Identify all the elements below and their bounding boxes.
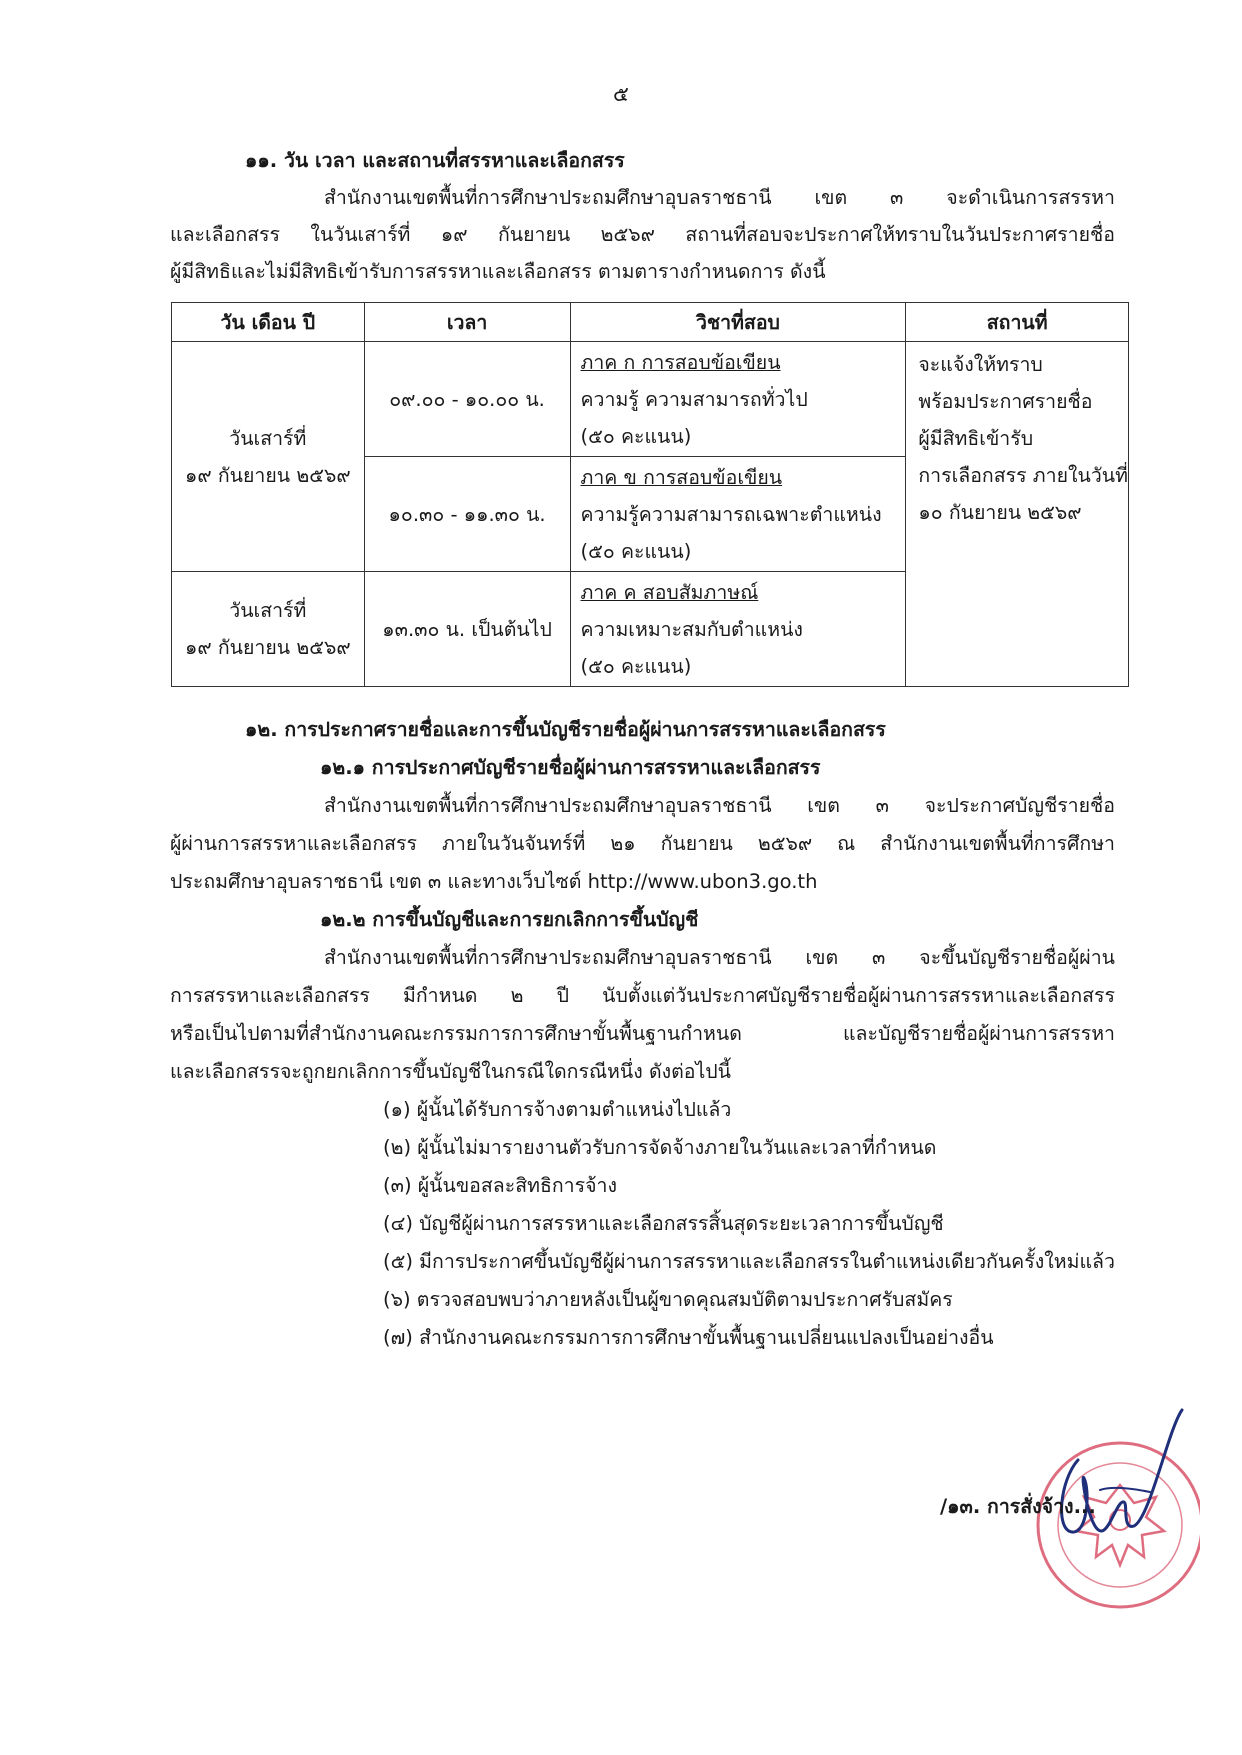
date-day1-weekday: วันเสาร์ที่ — [229, 426, 307, 450]
time-cell-1: ๐๙.๐๐ - ๑๐.๐๐ น. — [364, 342, 570, 457]
place-line-2: พร้อมประกาศรายชื่อ — [918, 390, 1093, 413]
schedule-table — [171, 302, 1129, 687]
list-item: (๓) ผู้นั้นขอสละสิทธิการจ้าง — [383, 1174, 617, 1197]
list-item: (๗) สำนักงานคณะกรรมการการศึกษาขั้นพื้นฐานเปลี่ยนแปลงเป็นอย่างอื่น — [383, 1326, 994, 1349]
section-11-para-line-3: ผู้มีสิทธิและไม่มีสิทธิเข้ารับการสรรหาและเลือกสรร ตามตารางกำหนดการ ดังนี้ — [170, 260, 826, 283]
subject-3-score: (๕๐ คะแนน) — [580, 655, 692, 678]
section-12-1-heading: ๑๒.๑ การประกาศบัญชีรายชื่อผู้ผ่านการสรรหาและเลือกสรร — [320, 756, 821, 779]
section-12-2-para-line-1: สำนักงานเขตพื้นที่การศึกษาประถมศึกษาอุบลราชธานี เขต ๓ จะขึ้นบัญชีรายชื่อผู้ผ่าน — [324, 946, 1115, 969]
place-line-1: จะแจ้งให้ทราบ — [918, 353, 1043, 376]
section-12-2-para-line-4: และเลือกสรรจะถูกยกเลิกการขึ้นบัญชีในกรณีใดกรณีหนึ่ง ดังต่อไปนี้ — [170, 1060, 732, 1083]
subject-cell-3 — [570, 572, 906, 687]
place-line-4: การเลือกสรร ภายในวันที่ — [918, 464, 1128, 487]
section-12-2-para-line-3: หรือเป็นไปตามที่สำนักงานคณะกรรมการการศึกษาขั้นพื้นฐานกำหนด และบัญชีรายชื่อผู้ผ่านการสรรหา — [170, 1022, 1115, 1045]
header-time: เวลา — [364, 303, 570, 342]
section-11-para-line-2: และเลือกสรร ในวันเสาร์ที่ ๑๙ กันยายน ๒๕๖๙ สถานที่สอบจะประกาศให้ทราบในวันประกาศรายชื่อ — [170, 223, 1115, 246]
time-cell-2: ๑๐.๓๐ - ๑๑.๓๐ น. — [364, 457, 570, 572]
subject-2-score: (๕๐ คะแนน) — [580, 540, 692, 563]
official-seal-icon — [1038, 1443, 1200, 1607]
date-cell-day2 — [172, 572, 365, 687]
header-place: สถานที่ — [906, 303, 1129, 342]
section-11-para-line-1: สำนักงานเขตพื้นที่การศึกษาประถมศึกษาอุบลราชธานี เขต ๓ จะดำเนินการสรรหา — [324, 186, 1115, 209]
subject-1-title: ภาค ก การสอบข้อเขียน — [580, 351, 781, 374]
list-item: (๑) ผู้นั้นได้รับการจ้างตามตำแหน่งไปแล้ว — [383, 1098, 732, 1121]
section-12-1-para-line-1: สำนักงานเขตพื้นที่การศึกษาประถมศึกษาอุบลราชธานี เขต ๓ จะประกาศบัญชีรายชื่อ — [324, 794, 1115, 817]
list-item: (๖) ตรวจสอบพบว่าภายหลังเป็นผู้ขาดคุณสมบัติตามประกาศรับสมัคร — [383, 1288, 953, 1311]
header-subject: วิชาที่สอบ — [570, 303, 906, 342]
page-number: ๕ — [613, 82, 629, 106]
header-date: วัน เดือน ปี — [172, 303, 365, 342]
table-header-row — [172, 303, 1129, 342]
subject-cell-2 — [570, 457, 906, 572]
list-item: (๔) บัญชีผู้ผ่านการสรรหาและเลือกสรรสิ้นสุดระยะเวลาการขึ้นบัญชี — [383, 1212, 944, 1235]
subject-3-title: ภาค ค สอบสัมภาษณ์ — [580, 581, 759, 604]
section-12-1-para-line-3: ประถมศึกษาอุบลราชธานี เขต ๓ และทางเว็บไซต์ http://www.ubon3.go.th — [170, 870, 818, 893]
section-11-heading: ๑๑. วัน เวลา และสถานที่สรรหาและเลือกสรร — [245, 149, 625, 172]
place-line-5: ๑๐ กันยายน ๒๕๖๙ — [918, 501, 1082, 524]
subject-1-desc: ความรู้ ความสามารถทั่วไป — [580, 388, 808, 411]
list-item: (๒) ผู้นั้นไม่มารายงานตัวรับการจัดจ้างภายในวันและเวลาที่กำหนด — [383, 1136, 937, 1159]
subject-cell-1 — [570, 342, 906, 457]
section-12-1-para-line-2: ผู้ผ่านการสรรหาและเลือกสรร ภายในวันจันทร์ที่ ๒๑ กันยายน ๒๕๖๙ ณ สำนักงานเขตพื้นที่การศึกษา — [170, 832, 1115, 855]
place-line-3: ผู้มีสิทธิเข้ารับ — [918, 427, 1034, 450]
subject-2-title: ภาค ข การสอบข้อเขียน — [580, 466, 783, 489]
next-section-reference: /๑๓. การสั่งจ้าง... — [940, 1495, 1096, 1518]
place-cell — [906, 342, 1129, 687]
table-row — [172, 342, 1129, 457]
list-item: (๕) มีการประกาศขึ้นบัญชีผู้ผ่านการสรรหาและเลือกสรรในตำแหน่งเดียวกันครั้งใหม่แล้ว — [383, 1250, 1115, 1273]
date-day1-date: ๑๙ กันยายน ๒๕๖๙ — [185, 463, 351, 487]
section-12-2-para-line-2: การสรรหาและเลือกสรร มีกำหนด ๒ ปี นับตั้งแต่วันประกาศบัญชีรายชื่อผู้ผ่านการสรรหาและเลือกสรร — [170, 984, 1115, 1007]
date-day2-weekday: วันเสาร์ที่ — [229, 599, 307, 622]
date-cell-day1 — [172, 342, 365, 572]
time-cell-3: ๑๓.๓๐ น. เป็นต้นไป — [364, 572, 570, 687]
subject-2-desc: ความรู้ความสามารถเฉพาะตำแหน่ง — [580, 503, 882, 526]
date-day2-date: ๑๙ กันยายน ๒๕๖๙ — [185, 636, 351, 659]
section-12-heading: ๑๒. การประกาศรายชื่อและการขึ้นบัญชีรายชื่อผู้ผ่านการสรรหาและเลือกสรร — [245, 718, 886, 741]
subject-1-score: (๕๐ คะแนน) — [580, 425, 692, 448]
subject-3-desc: ความเหมาะสมกับตำแหน่ง — [580, 618, 803, 641]
section-12-2-heading: ๑๒.๒ การขึ้นบัญชีและการยกเลิกการขึ้นบัญชี — [320, 908, 699, 931]
